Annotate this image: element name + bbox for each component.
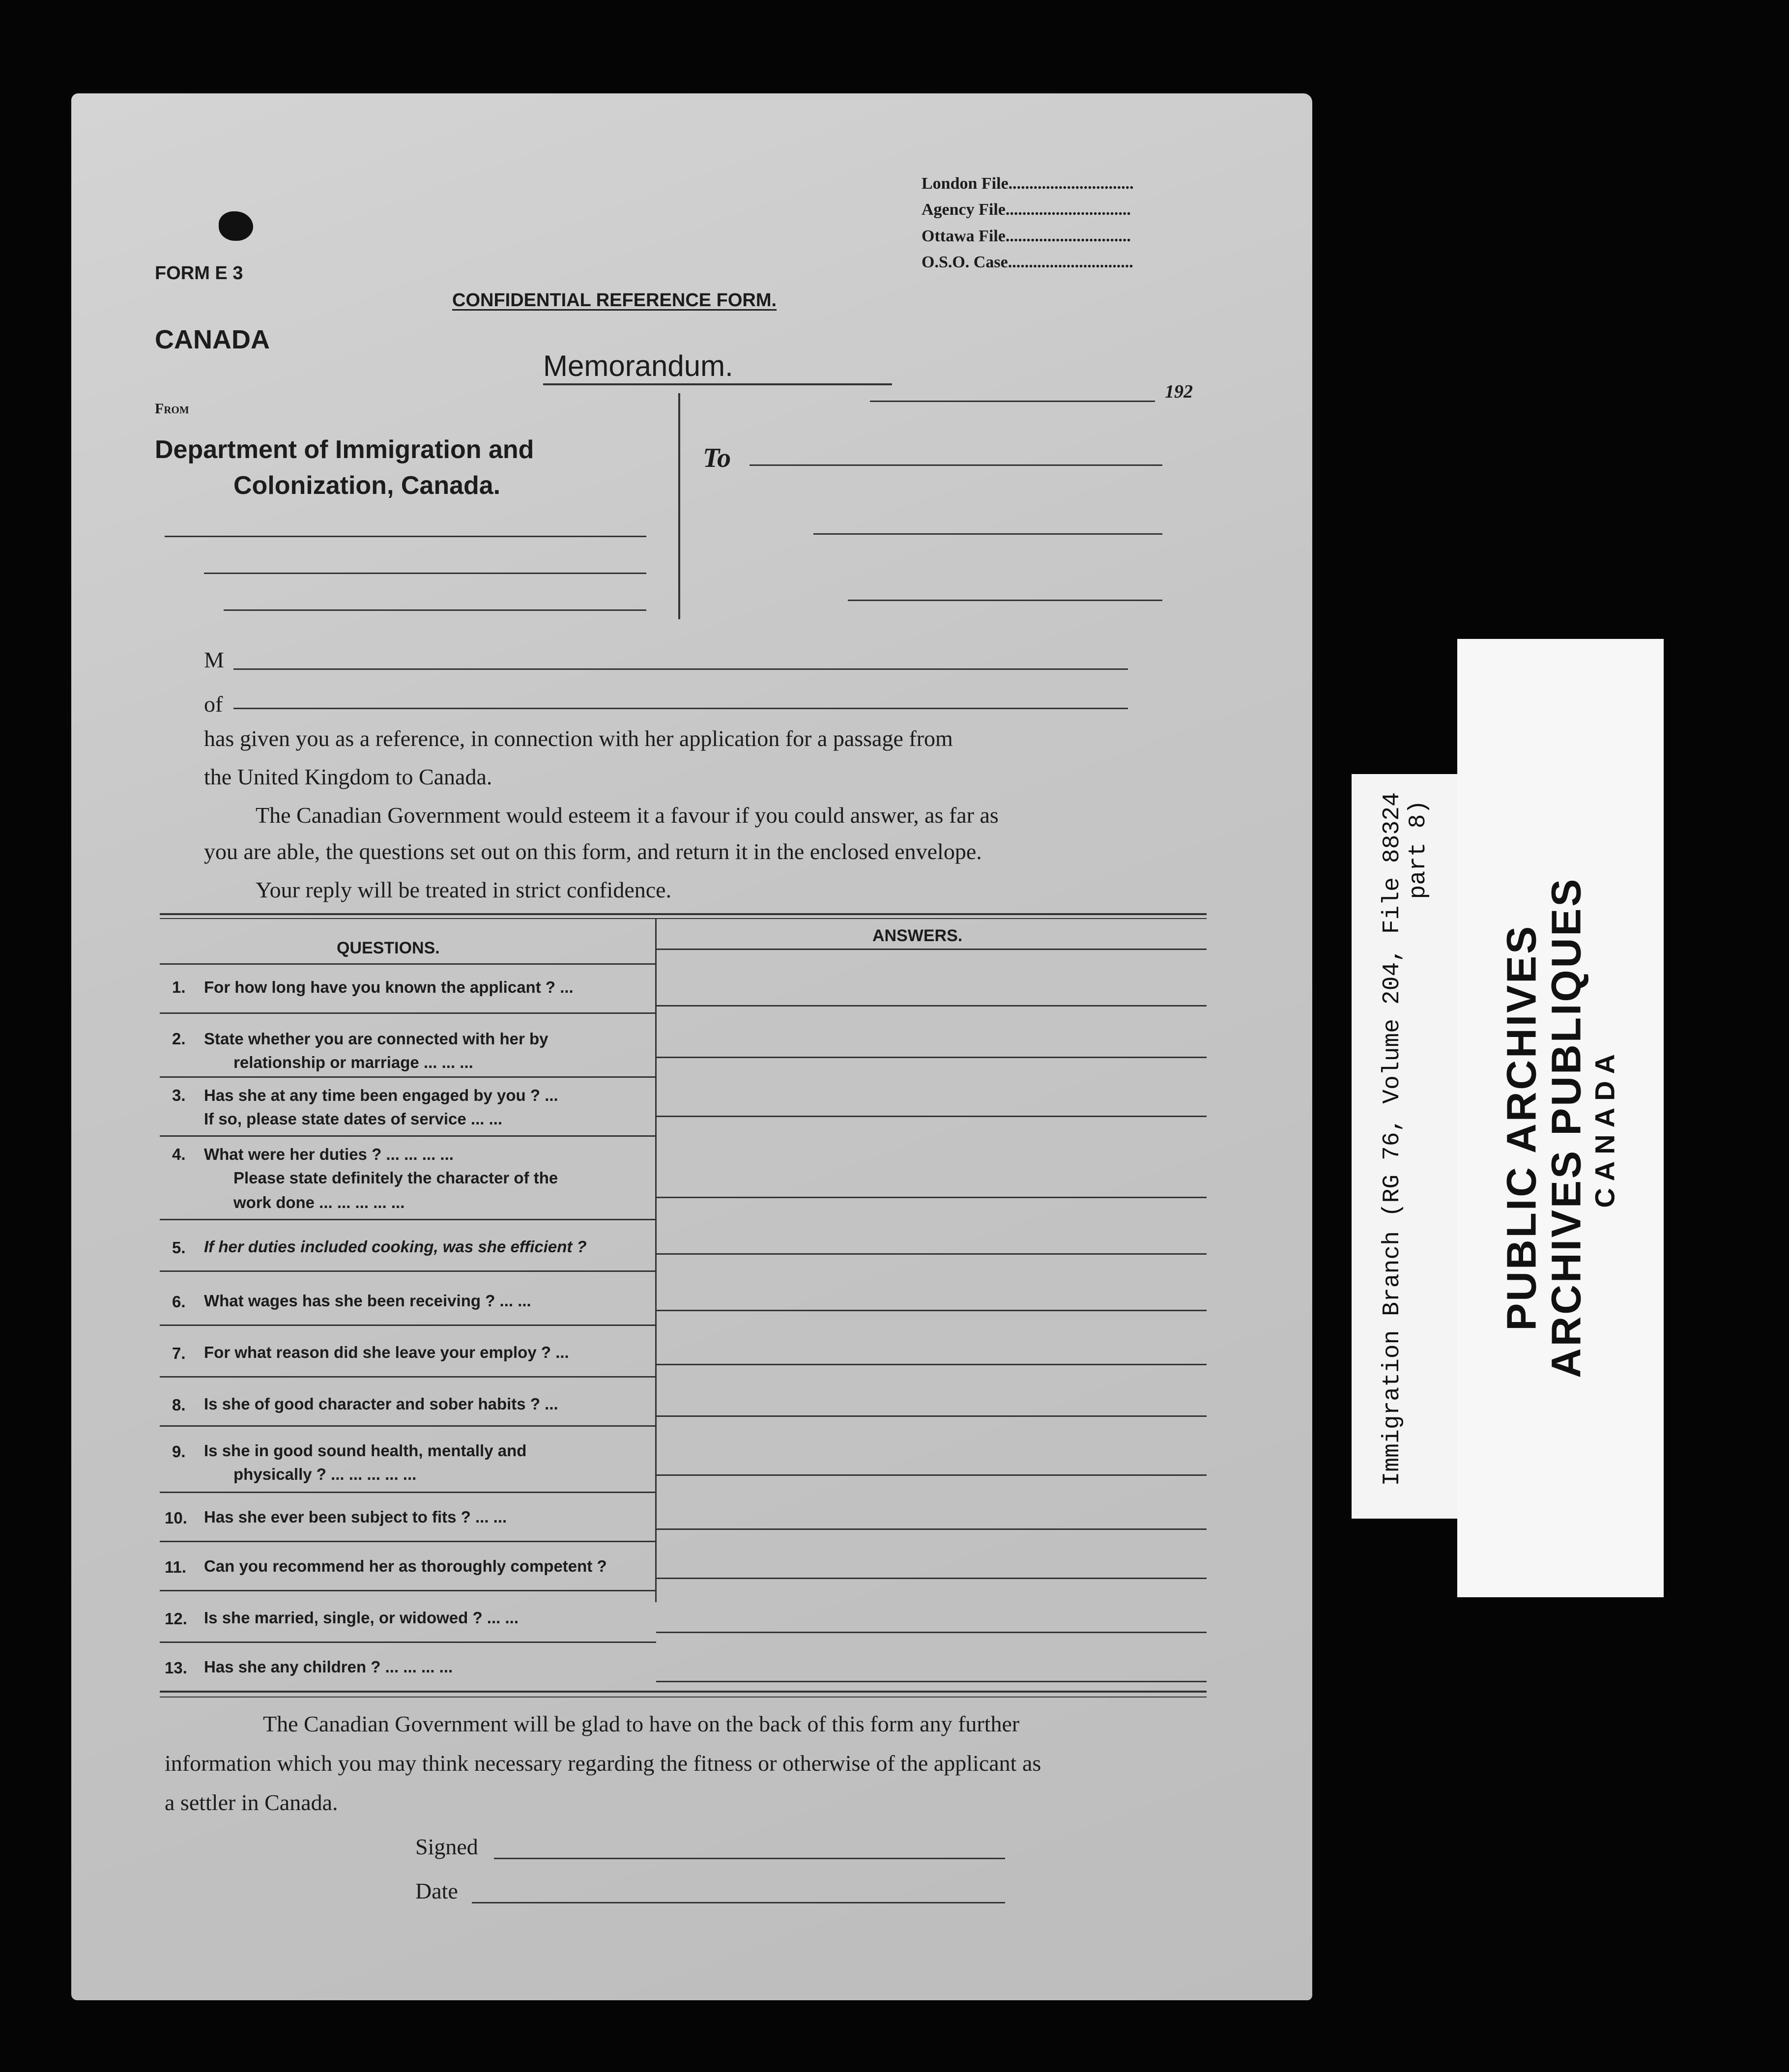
closing-line-1: The Canadian Government will be glad to have on the back of this form any further xyxy=(263,1711,1020,1736)
question-13-text: Has she any children ? ... ... ... ... xyxy=(204,1658,453,1676)
archive-reference-text xyxy=(1380,780,1432,1498)
question-6-rule xyxy=(160,1324,656,1326)
reference-form-sheet xyxy=(71,93,1312,2000)
closing-line-2: information which you may think necessary regarding the fitness or otherwise of the applicant as xyxy=(165,1751,1041,1776)
name-line xyxy=(233,668,1128,670)
question-2-text-2: relationship or marriage ... ... ... xyxy=(233,1053,473,1071)
question-7-text: For what reason did she leave your employ ? ... xyxy=(204,1343,569,1361)
header-divider xyxy=(678,393,680,619)
answer-2-line[interactable] xyxy=(656,1057,1207,1058)
question-6-text: What wages has she been receiving ? ... ... xyxy=(204,1292,531,1310)
from-line-3 xyxy=(224,609,646,611)
signature-line[interactable] xyxy=(494,1858,1005,1859)
answer-1-line[interactable] xyxy=(656,1005,1207,1007)
question-9-rule xyxy=(160,1492,656,1493)
table-divider xyxy=(655,919,657,1602)
oso-case-label: O.S.O. Case xyxy=(922,253,1008,271)
question-3-number: 3. xyxy=(172,1086,186,1104)
form-title: CONFIDENTIAL REFERENCE FORM. xyxy=(452,290,777,311)
questions-header-rule xyxy=(160,963,656,965)
answer-12-line[interactable] xyxy=(656,1632,1207,1633)
question-9-text-2: physically ? ... ... ... ... ... xyxy=(233,1465,417,1483)
question-11-text: Can you recommend her as thoroughly competent ? xyxy=(204,1557,607,1575)
archives-line-1: PUBLIC ARCHIVES xyxy=(1498,924,1545,1331)
paragraph-1-line-2: the United Kingdom to Canada. xyxy=(204,764,492,789)
question-1-number: 1. xyxy=(172,978,186,996)
public-archives-stamp xyxy=(1500,734,1622,1521)
table-top-rule xyxy=(160,913,1207,915)
question-9-number: 9. xyxy=(172,1442,186,1461)
paragraph-2-line-2: you are able, the questions set out on this form, and return it in the enclosed envelope. xyxy=(204,839,982,864)
department-line-1: Department of Immigration and xyxy=(155,435,534,464)
paragraph-1-line-1: has given you as a reference, in connection with her application for a passage from xyxy=(204,726,953,751)
from-line-1 xyxy=(165,536,646,537)
answer-6-line[interactable] xyxy=(656,1310,1207,1311)
table-top-rule-2 xyxy=(160,918,1207,919)
punch-hole xyxy=(219,211,253,241)
questions-header: QUESTIONS. xyxy=(337,939,440,957)
ottawa-file-label: Ottawa File xyxy=(922,227,1006,245)
question-4-text-3: work done ... ... ... ... ... xyxy=(233,1193,405,1211)
public-archives-card xyxy=(1457,639,1664,1597)
answer-5-line[interactable] xyxy=(656,1253,1207,1255)
answer-11-line[interactable] xyxy=(656,1578,1207,1579)
answers-header: ANSWERS. xyxy=(872,926,963,945)
answer-10-line[interactable] xyxy=(656,1528,1207,1530)
signed-label: Signed xyxy=(415,1834,478,1859)
archive-reference-line-1: Immigration Branch (RG 76, Volume 204, File 88324 xyxy=(1379,792,1406,1486)
question-12-rule xyxy=(160,1641,656,1643)
question-10-text: Has she ever been subject to fits ? ... ... xyxy=(204,1508,507,1526)
to-line-3 xyxy=(848,600,1162,601)
london-file-label: London File xyxy=(922,174,1009,193)
question-7-number: 7. xyxy=(172,1344,186,1362)
question-6-number: 6. xyxy=(172,1293,186,1311)
archives-line-3: CANADA xyxy=(1589,1047,1621,1208)
question-1-rule xyxy=(160,1012,656,1014)
answer-4-line[interactable] xyxy=(656,1197,1207,1198)
answer-9-line[interactable] xyxy=(656,1474,1207,1476)
question-8-number: 8. xyxy=(172,1396,186,1414)
london-file-row: London File.............................. xyxy=(922,174,1134,193)
question-13-number: 13. xyxy=(165,1659,187,1677)
question-7-rule xyxy=(160,1376,656,1378)
date-label: Date xyxy=(415,1878,458,1903)
question-5-rule xyxy=(160,1270,656,1272)
question-2-text: State whether you are connected with her by xyxy=(204,1030,548,1048)
archive-reference-card xyxy=(1352,774,1460,1519)
question-9-text: Is she in good sound health, mentally and xyxy=(204,1441,527,1460)
answers-header-rule xyxy=(656,949,1207,950)
question-3-text: Has she at any time been engaged by you ? ... xyxy=(204,1086,558,1104)
question-4-text-2: Please state definitely the character of the xyxy=(233,1169,558,1187)
answer-7-line[interactable] xyxy=(656,1364,1207,1365)
question-3-text-2: If so, please state dates of service ... ... xyxy=(204,1110,503,1128)
closing-line-3: a settler in Canada. xyxy=(165,1790,338,1815)
form-number: FORM E 3 xyxy=(155,263,243,284)
question-12-text: Is she married, single, or widowed ? ... ... xyxy=(204,1609,519,1627)
question-2-rule xyxy=(160,1076,656,1078)
question-1-text: For how long have you known the applicant ? ... xyxy=(204,978,574,996)
date-line xyxy=(870,401,1155,402)
answer-13-line[interactable] xyxy=(656,1681,1207,1682)
question-8-rule xyxy=(160,1425,656,1427)
question-10-rule xyxy=(160,1541,656,1542)
question-11-number: 11. xyxy=(165,1558,187,1576)
paragraph-3: Your reply will be treated in strict confidence. xyxy=(256,877,672,902)
memo-heading: Memorandum. xyxy=(543,349,733,382)
department-line-2: Colonization, Canada. xyxy=(233,471,501,500)
table-bottom-rule xyxy=(160,1691,1207,1693)
table-bottom-rule-2 xyxy=(160,1697,1207,1698)
country-heading: CANADA xyxy=(155,325,270,354)
ottawa-file-row: Ottawa File.............................. xyxy=(922,227,1131,245)
address-line xyxy=(233,708,1128,709)
year-suffix: 192 xyxy=(1165,381,1193,402)
from-label: From xyxy=(155,401,189,417)
m-label: M xyxy=(204,647,224,672)
archives-line-2: ARCHIVES PUBLIQUES xyxy=(1543,877,1589,1379)
question-3-rule xyxy=(160,1135,656,1137)
to-label: To xyxy=(703,443,731,473)
question-4-rule xyxy=(160,1219,656,1220)
paragraph-2-line-1: The Canadian Government would esteem it a favour if you could answer, as far as xyxy=(256,803,999,828)
of-label: of xyxy=(204,691,223,717)
answer-3-line[interactable] xyxy=(656,1116,1207,1117)
question-5-text: If her duties included cooking, was she efficient ? xyxy=(204,1237,587,1256)
question-8-text: Is she of good character and sober habits ? ... xyxy=(204,1395,558,1413)
answer-8-line[interactable] xyxy=(656,1415,1207,1417)
to-line-2 xyxy=(813,533,1162,535)
from-line-2 xyxy=(204,573,646,574)
memo-underline xyxy=(543,383,892,385)
question-10-number: 10. xyxy=(165,1509,187,1527)
question-11-rule xyxy=(160,1590,656,1591)
question-4-number: 4. xyxy=(172,1145,186,1163)
oso-case-row: O.S.O. Case.............................. xyxy=(922,253,1133,271)
question-5-number: 5. xyxy=(172,1238,186,1257)
question-2-number: 2. xyxy=(172,1030,186,1048)
agency-file-label: Agency File xyxy=(922,201,1006,219)
to-line-1 xyxy=(750,464,1162,466)
question-12-number: 12. xyxy=(165,1610,187,1628)
archive-reference-line-2: part 8) xyxy=(1405,800,1432,899)
question-4-text: What were her duties ? ... ... ... ... xyxy=(204,1145,454,1163)
signature-date-line[interactable] xyxy=(472,1902,1005,1903)
agency-file-row: Agency File.............................. xyxy=(922,201,1131,219)
